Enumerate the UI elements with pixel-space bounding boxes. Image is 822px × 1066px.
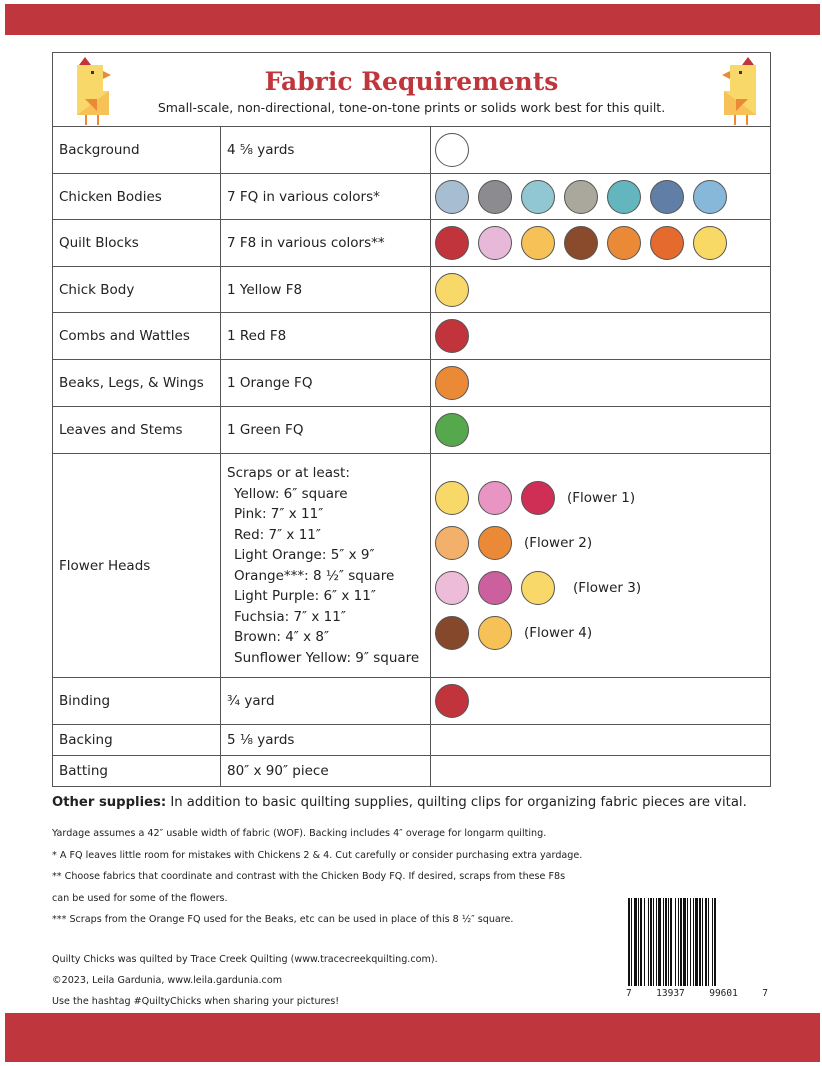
table-row	[53, 725, 771, 756]
scrap-list	[227, 457, 424, 674]
fabric-name: Chicken Bodies	[53, 174, 221, 220]
swatch-cell	[431, 725, 771, 756]
fabric-swatch	[435, 226, 469, 260]
scrap-item: Pink: 7″ x 11″	[234, 506, 324, 522]
fabric-amount: ¾ yard	[221, 678, 431, 725]
table-row	[53, 127, 771, 174]
fabric-swatch	[650, 226, 684, 260]
fabric-amount: 80″ x 90″ piece	[221, 756, 431, 787]
table-row	[53, 360, 771, 407]
footnote: Yardage assumes a 42″ usable width of fabric (WOF). Backing includes 4″ overage for longarm quilting.	[52, 828, 547, 839]
scrap-item: Yellow: 6″ square	[234, 485, 348, 502]
fabric-name: Beaks, Legs, & Wings	[53, 360, 221, 407]
page-subtitle: Small-scale, non-directional, tone-on-tone prints or solids work best for this quilt.	[157, 100, 666, 115]
fabric-swatch	[435, 180, 469, 214]
fabric-swatch	[435, 133, 469, 167]
fabric-swatch	[693, 226, 727, 260]
swatch-cell	[431, 756, 771, 787]
fabric-swatch	[650, 180, 684, 214]
table-row	[53, 407, 771, 454]
footnote: can be used for some of the flowers.	[52, 892, 228, 904]
fabric-swatch	[478, 180, 512, 214]
fabric-name: Chick Body	[53, 267, 221, 313]
flower-row	[435, 566, 766, 611]
fabric-swatch	[478, 481, 512, 515]
fabric-amount: 4 ⅝ yards	[221, 127, 431, 174]
scrap-item: Brown: 4″ x 8″	[234, 629, 330, 645]
fabric-amount: 1 Orange FQ	[221, 360, 431, 407]
chick-icon	[716, 57, 762, 127]
swatch-group	[435, 616, 512, 650]
other-supplies-text: In addition to basic quilting supplies, quilting clips for organizing fabric pieces are vital.	[166, 795, 747, 810]
fabric-requirements-sheet	[52, 52, 771, 787]
swatch-group	[435, 571, 555, 605]
other-supplies-label: Other supplies:	[52, 795, 167, 810]
fabric-swatch	[435, 526, 469, 560]
footnote: * A FQ leaves little room for mistakes with Chickens 2 & 4. Cut carefully or consider purchasing extra yardage.	[52, 849, 583, 861]
swatch-cell	[431, 127, 771, 174]
fabric-amount	[221, 454, 431, 678]
scrap-item: Red: 7″ x 11″	[234, 526, 321, 543]
fabric-swatch	[521, 481, 555, 515]
fabric-name: Combs and Wattles	[53, 313, 221, 360]
fabric-swatch	[435, 616, 469, 650]
credits	[52, 949, 552, 1012]
swatch-cell	[431, 220, 771, 267]
credit-line: Quilty Chicks was quilted by Trace Creek Quilting (www.tracecreekquilting.com).	[52, 954, 438, 965]
fabric-swatch	[435, 571, 469, 605]
fabric-swatch	[478, 616, 512, 650]
table-row	[53, 678, 771, 725]
fabric-swatch	[435, 273, 469, 307]
swatch-cell	[431, 267, 771, 313]
footnote: *** Scraps from the Orange FQ used for the Beaks, etc can be used in place of this 8 ½″ square.	[52, 914, 514, 925]
fabric-table-body	[53, 127, 771, 787]
fabric-swatch	[564, 180, 598, 214]
top-color-band	[5, 4, 820, 35]
scrap-intro: Scraps or at least:	[227, 465, 350, 481]
flower-row	[435, 611, 766, 656]
flower-label: (Flower 2)	[524, 535, 593, 551]
fabric-swatch	[435, 366, 469, 400]
fabric-amount: 5 ⅛ yards	[221, 725, 431, 756]
fabric-amount: 1 Green FQ	[221, 407, 431, 454]
swatch-group	[435, 226, 766, 260]
barcode-number	[626, 988, 768, 999]
fabric-swatch	[521, 571, 555, 605]
barcode-digit-group: 7	[626, 988, 632, 999]
fabric-swatch	[521, 226, 555, 260]
fabric-swatch	[478, 526, 512, 560]
swatch-group	[435, 180, 766, 214]
table-row	[53, 756, 771, 787]
fabric-swatch	[521, 180, 555, 214]
sheet-header	[52, 52, 771, 126]
fabric-swatch	[607, 180, 641, 214]
barcode-digit-group: 99601	[709, 988, 738, 999]
barcode-digit-group: 7	[762, 988, 768, 999]
fabric-name: Flower Heads	[53, 454, 221, 678]
flower-row	[435, 521, 766, 566]
fabric-amount: 7 FQ in various colors*	[221, 174, 431, 220]
scrap-item: Light Purple: 6″ x 11″	[234, 588, 376, 604]
scrap-item: Light Orange: 5″ x 9″	[234, 547, 375, 563]
other-supplies	[52, 795, 792, 810]
swatch-group	[435, 684, 766, 718]
swatch-cell	[431, 678, 771, 725]
fabric-swatch	[435, 481, 469, 515]
credit-line: ©2023, Leila Gardunia, www.leila.gardunia.com	[52, 975, 283, 986]
credit-line: Use the hashtag #QuiltyChicks when sharing your pictures!	[52, 996, 340, 1007]
barcode-icon	[626, 898, 768, 988]
swatch-cell	[431, 174, 771, 220]
scrap-item: Orange***: 8 ½″ square	[234, 567, 395, 584]
table-row	[53, 313, 771, 360]
swatch-group	[435, 481, 555, 515]
page-title: Fabric Requirements	[264, 67, 559, 96]
table-row	[53, 174, 771, 220]
flower-label: (Flower 3)	[573, 580, 642, 596]
fabric-name: Quilt Blocks	[53, 220, 221, 267]
table-row	[53, 220, 771, 267]
fabric-amount: 1 Yellow F8	[221, 267, 431, 313]
fabric-name: Background	[53, 127, 221, 174]
scrap-item: Fuchsia: 7″ x 11″	[234, 608, 346, 625]
fabric-name: Backing	[53, 725, 221, 756]
swatch-cell	[431, 454, 771, 678]
footnotes	[52, 823, 652, 931]
fabric-requirements-table	[52, 126, 771, 787]
fabric-swatch	[693, 180, 727, 214]
fabric-swatch	[435, 413, 469, 447]
swatch-group	[435, 133, 766, 167]
swatch-cell	[431, 313, 771, 360]
fabric-name: Binding	[53, 678, 221, 725]
scrap-item: Sunflower Yellow: 9″ square	[234, 649, 420, 666]
fabric-amount: 7 F8 in various colors**	[221, 220, 431, 267]
swatch-group	[435, 526, 512, 560]
table-row-flower-heads	[53, 454, 771, 678]
fabric-swatch	[478, 226, 512, 260]
fabric-swatch	[435, 319, 469, 353]
fabric-name: Batting	[53, 756, 221, 787]
swatch-group	[435, 413, 766, 447]
swatch-group	[435, 366, 766, 400]
fabric-name: Leaves and Stems	[53, 407, 221, 454]
fabric-swatch	[435, 684, 469, 718]
flower-label: (Flower 1)	[567, 490, 636, 506]
swatch-group	[435, 273, 766, 307]
fabric-swatch	[478, 571, 512, 605]
swatch-group	[435, 319, 766, 353]
swatch-cell	[431, 360, 771, 407]
bottom-color-band	[5, 1013, 820, 1062]
flower-label: (Flower 4)	[524, 625, 593, 641]
footnote: ** Choose fabrics that coordinate and contrast with the Chicken Body FQ. If desired, scraps from these F8s	[52, 871, 566, 882]
swatch-cell	[431, 407, 771, 454]
fabric-swatch	[564, 226, 598, 260]
barcode-digit-group: 13937	[656, 988, 685, 999]
flower-row	[435, 476, 766, 521]
fabric-amount: 1 Red F8	[221, 313, 431, 360]
table-row	[53, 267, 771, 313]
fabric-swatch	[607, 226, 641, 260]
